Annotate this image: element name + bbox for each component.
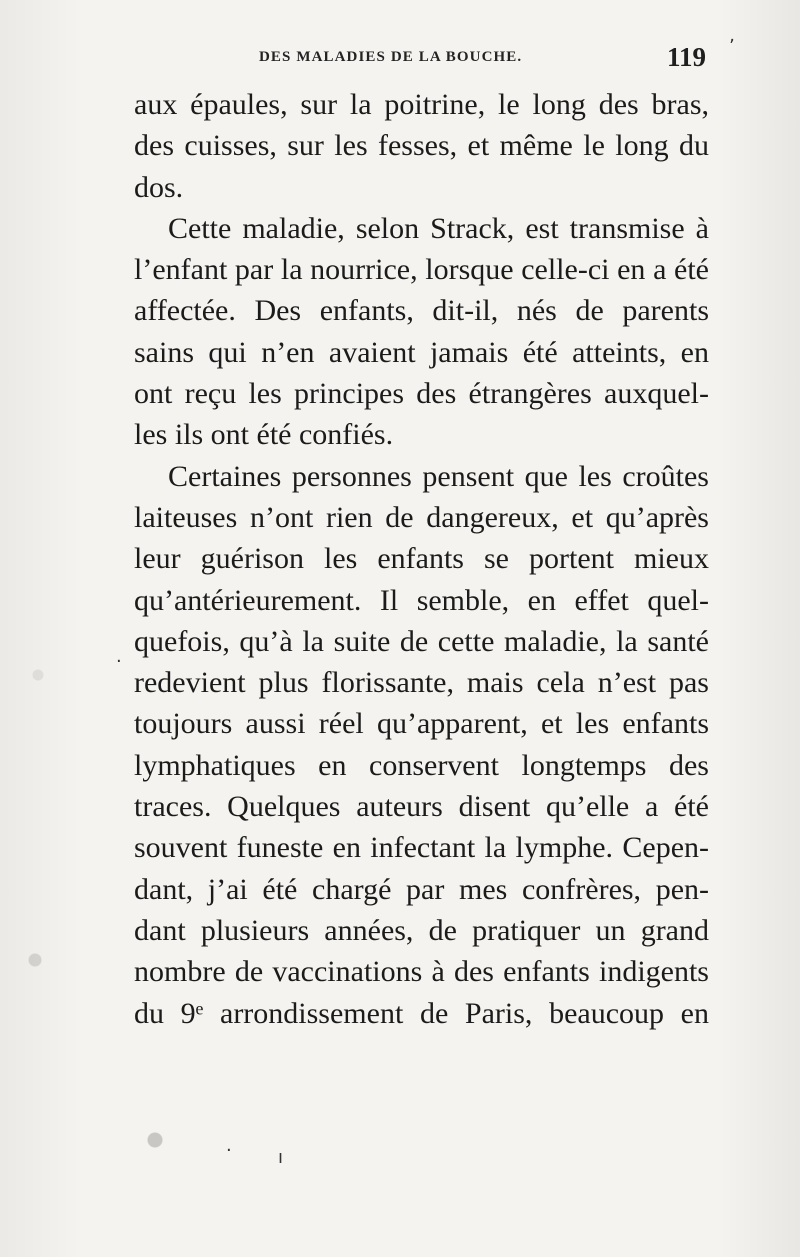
text-line: nombre de vaccinations à des enfants indigents: [134, 955, 709, 989]
text-line: toujours aussi réel qu’apparent, et les enfants: [134, 707, 709, 741]
text-line: les ils ont été confiés.: [134, 418, 394, 452]
text-line: laiteuses n’ont rien de dangereux, et qu’après: [134, 500, 709, 534]
text-line: qu’antérieurement. Il semble, en effet quel-: [134, 583, 709, 617]
scan-mark: ı: [278, 1147, 284, 1168]
text-line: sains qui n’en avaient jamais été atteints, en: [134, 335, 709, 369]
scan-mark: ʼ: [729, 36, 735, 57]
page-header: [259, 42, 706, 72]
text-line: dos.: [134, 170, 184, 204]
page-number: 119: [666, 41, 706, 72]
paragraph-start-line: Cette maladie, selon Strack, est transmise à: [168, 211, 709, 245]
text-line: lymphatiques en conservent longtemps des: [134, 748, 709, 782]
body-text: [134, 84, 709, 1030]
text-line: l’enfant par la nourrice, lorsque celle-ci en a été: [134, 253, 709, 287]
text-line: aux épaules, sur la poitrine, le long des bras,: [134, 88, 709, 121]
text-line: dant, j’ai été chargé par mes confrères, pen-: [134, 872, 709, 906]
text-line: du 9ᵉ arrondissement de Paris, beaucoup en: [134, 996, 709, 1030]
scan-mark: .: [226, 1135, 232, 1156]
paragraph-start-line: Certaines personnes pensent que les croûtes: [168, 459, 709, 493]
text-line: souvent funeste en infectant la lymphe. Cepen-: [134, 831, 709, 865]
running-head: DES MALADIES DE LA BOUCHE.: [259, 48, 523, 65]
text-line: leur guérison les enfants se portent mieux: [134, 542, 709, 576]
text-line: quefois, qu’à la suite de cette maladie, la santé: [134, 624, 709, 658]
text-line: ont reçu les principes des étrangères auxquel-: [134, 377, 709, 411]
scan-mark: .: [116, 646, 122, 667]
text-line: traces. Quelques auteurs disent qu’elle a été: [134, 790, 709, 824]
text-line: des cuisses, sur les fesses, et même le long du: [134, 129, 709, 163]
text-line: redevient plus florissante, mais cela n’est pas: [134, 666, 709, 700]
text-line: affectée. Des enfants, dit-il, nés de parents: [134, 294, 709, 328]
text-line: dant plusieurs années, de pratiquer un grand: [134, 913, 709, 947]
